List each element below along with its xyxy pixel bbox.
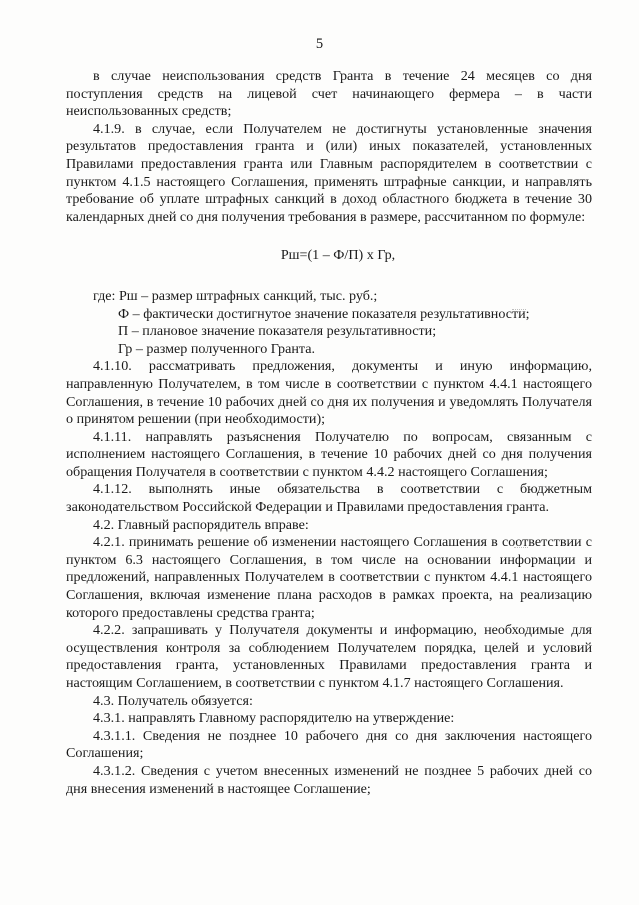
- formula-legend-gr: Гр – размер полученного Гранта.: [118, 340, 315, 357]
- paragraph-4-2-1: 4.2.1. принимать решение об изменении настоящего Соглашения в соответствии с пунктом 6.3 настоящего Соглашения, в том числе на основании информации и предложений, направленных Получателем в соответствии с пунктом 4.4.1 настоящего Соглашения, включая изменение плана расходов в рамках проекта, на реализацию которого предоставлены средства гранта;: [66, 534, 592, 621]
- penalty-formula: Рш=(1 – Ф/П) х Гр,: [280, 247, 396, 264]
- formula-legend-f: Ф – фактически достигнутое значение показателя результативности;: [118, 305, 530, 322]
- paragraph-4-1-11: 4.1.11. направлять разъяснения Получателю по вопросам, связанным с исполнением настоящего Соглашения, в течение 10 рабочих дней со дня получения обращения Получателя в соответствии с пунктом 4.4.2 настоящего Соглашения;: [66, 428, 592, 480]
- paragraph-4-2: 4.2. Главный распорядитель вправе:: [93, 516, 309, 533]
- paragraph-4-1-12: 4.1.12. выполнять иные обязательства в соответствии с бюджетным законодательством Российской Федерации и Правилами предоставления гранта.: [66, 481, 592, 516]
- paragraph-4-2-2: 4.2.2. запрашивать у Получателя документы и информацию, необходимые для осуществления контроля за соблюдением Получателем порядка, целей и условий предоставления гранта, установленных Правилами предоставления гранта и настоящим Соглашением, в соответствии с пунктом 4.1.7 настоящего Соглашения.: [66, 622, 592, 691]
- paragraph-4-3-1-2: 4.3.1.2. Сведения с учетом внесенных изменений не позднее 5 рабочих дней со дня внесения изменений в настоящее Соглашение;: [66, 762, 592, 797]
- paragraph-grant-unused: в случае неиспользования средств Гранта в течение 24 месяцев со дня поступления средств на лицевой счет начинающего фермера – в части неиспользованных средств;: [66, 68, 592, 120]
- paragraph-4-3-1-1: 4.3.1.1. Сведения не позднее 10 рабочего дня со дня заключения настоящего Соглашения;: [66, 727, 592, 762]
- paragraph-4-3-1: 4.3.1. направлять Главному распорядителю на утверждение:: [93, 710, 455, 727]
- document-body: [66, 68, 592, 798]
- paragraph-4-1-10: 4.1.10. рассматривать предложения, документы и иную информацию, направленную Получателем, в том числе в соответствии с пунктом 4.4.1 настоящего Соглашения, в течение 10 рабочих дней со дня их получения и уведомлять Получателя о принятом решении (при необходимости);: [66, 358, 592, 428]
- formula-legend-p: П – плановое значение показателя результативности;: [118, 323, 437, 340]
- formula-legend-rsh: где: Рш – размер штрафных санкций, тыс. руб.;: [93, 287, 378, 304]
- paragraph-4-1-9: 4.1.9. в случае, если Получателем не достигнуты установленные значения результатов предоставления гранта и (или) иных показателей, установленных Правилами предоставления гранта или Главным распорядителем в соответствии с пунктом 4.1.5 настоящего Соглашения, применять штрафные санкции, и направлять требование об уплате штрафных санкций в доход областного бюджета в течение 30 календарных дней со дня получения требования в размере, рассчитанном по формуле:: [66, 120, 592, 225]
- paragraph-4-3: 4.3. Получатель обязуется:: [93, 692, 253, 709]
- page-number: 5: [315, 36, 324, 52]
